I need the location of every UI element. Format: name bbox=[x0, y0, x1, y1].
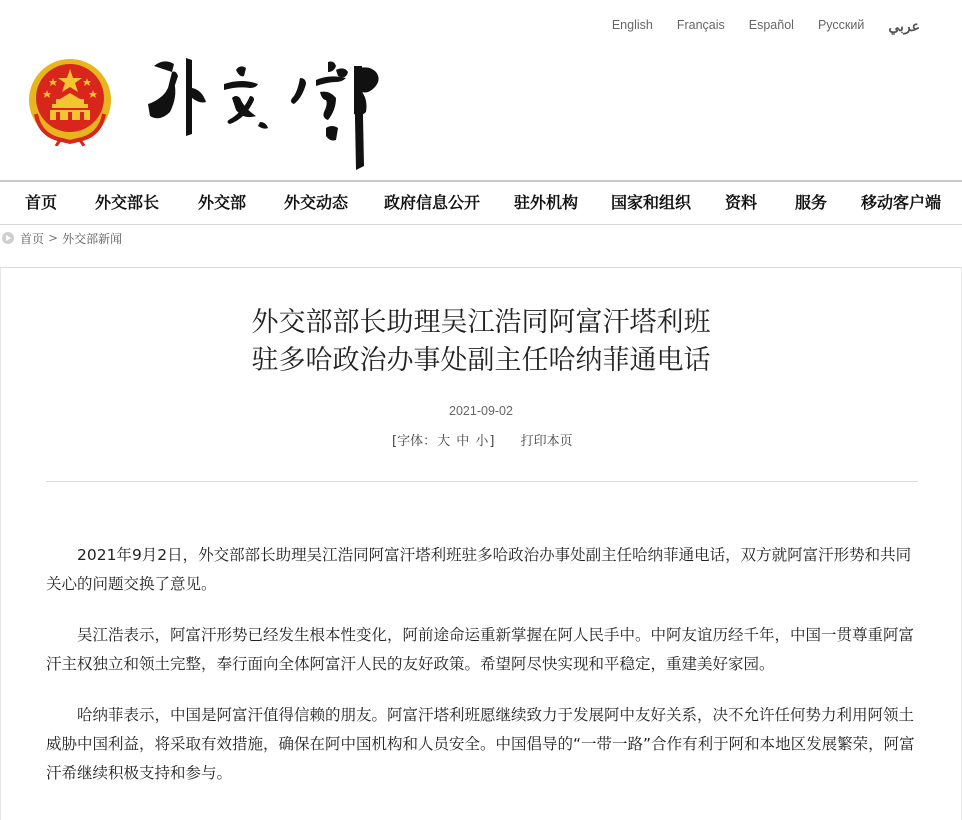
nav-diplomatic-news[interactable]: 外交动态 bbox=[284, 193, 349, 212]
font-size-prefix: [字体： bbox=[392, 434, 437, 449]
nav-home[interactable]: 首页 bbox=[25, 193, 58, 212]
article-tools bbox=[392, 430, 573, 449]
breadcrumb-separator: > bbox=[48, 231, 59, 245]
nav-services[interactable]: 服务 bbox=[795, 193, 828, 212]
ministry-calligraphy-logo[interactable] bbox=[140, 40, 410, 172]
lang-french[interactable]: Français bbox=[676, 18, 725, 32]
article-title-line-1: 外交部部长助理吴江浩同阿富汗塔利班 bbox=[251, 307, 711, 338]
nav-minister[interactable]: 外交部长 bbox=[95, 193, 160, 212]
print-page-link[interactable]: 打印本页 bbox=[520, 434, 573, 449]
article-paragraph: 2021年9月2日，外交部部长助理吴江浩同阿富汗塔利班驻多哈政治办事处副主任哈纳菲通电话，双方就阿富汗形势和共同关心的问题交换了意见。 bbox=[46, 546, 912, 593]
main-nav bbox=[0, 180, 962, 225]
article-divider bbox=[46, 481, 918, 482]
breadcrumb-arrow-icon bbox=[2, 232, 14, 244]
nav-resources[interactable]: 资料 bbox=[725, 193, 758, 212]
site-header bbox=[0, 0, 962, 180]
nav-government-info[interactable]: 政府信息公开 bbox=[384, 193, 481, 212]
nav-countries-orgs[interactable]: 国家和组织 bbox=[611, 193, 692, 212]
national-emblem-icon[interactable] bbox=[26, 56, 114, 146]
font-size-large-button[interactable]: 大 bbox=[437, 434, 451, 449]
breadcrumb bbox=[0, 228, 122, 248]
breadcrumb-home-link[interactable]: 首页 bbox=[20, 231, 45, 246]
nav-mobile-client[interactable]: 移动客户端 bbox=[861, 193, 942, 212]
article-title bbox=[0, 304, 962, 380]
font-size-suffix: ] bbox=[489, 434, 495, 449]
font-size-medium-button[interactable]: 中 bbox=[456, 434, 470, 449]
article-body bbox=[46, 541, 924, 810]
breadcrumb-current-link[interactable]: 外交部新闻 bbox=[62, 231, 123, 246]
lang-spanish[interactable]: Español bbox=[748, 18, 794, 32]
nav-embassies[interactable]: 驻外机构 bbox=[514, 193, 579, 212]
lang-russian[interactable]: Русский bbox=[817, 18, 865, 32]
article-paragraph: 吴江浩表示，阿富汗形势已经发生根本性变化，阿前途命运重新掌握在阿人民手中。中阿友谊历经千年，中国一贯尊重阿富汗主权独立和领土完整，奉行面向全体阿富汗人民的友好政策。希望阿尽快实现和平稳定，重建美好家园。 bbox=[46, 626, 915, 673]
article-date: 2021-09-02 bbox=[449, 404, 513, 418]
font-size-small-button[interactable]: 小 bbox=[475, 434, 489, 449]
lang-arabic[interactable]: عربي bbox=[888, 18, 920, 34]
article-title-line-2: 驻多哈政治办事处副主任哈纳菲通电话 bbox=[251, 345, 711, 376]
article-paragraph: 哈纳菲表示，中国是阿富汗值得信赖的朋友。阿富汗塔利班愿继续致力于发展阿中友好关系，决不允许任何势力利用阿领土威胁中国利益，将采取有效措施，确保在阿中国机构和人员安全。中国倡导的“一带一路”合作有利于阿和本地区发展繁荣，阿富汗希继续积极支持和参与。 bbox=[46, 706, 915, 782]
language-switcher bbox=[588, 18, 920, 35]
lang-english[interactable]: English bbox=[611, 18, 653, 32]
nav-ministry[interactable]: 外交部 bbox=[198, 193, 247, 212]
